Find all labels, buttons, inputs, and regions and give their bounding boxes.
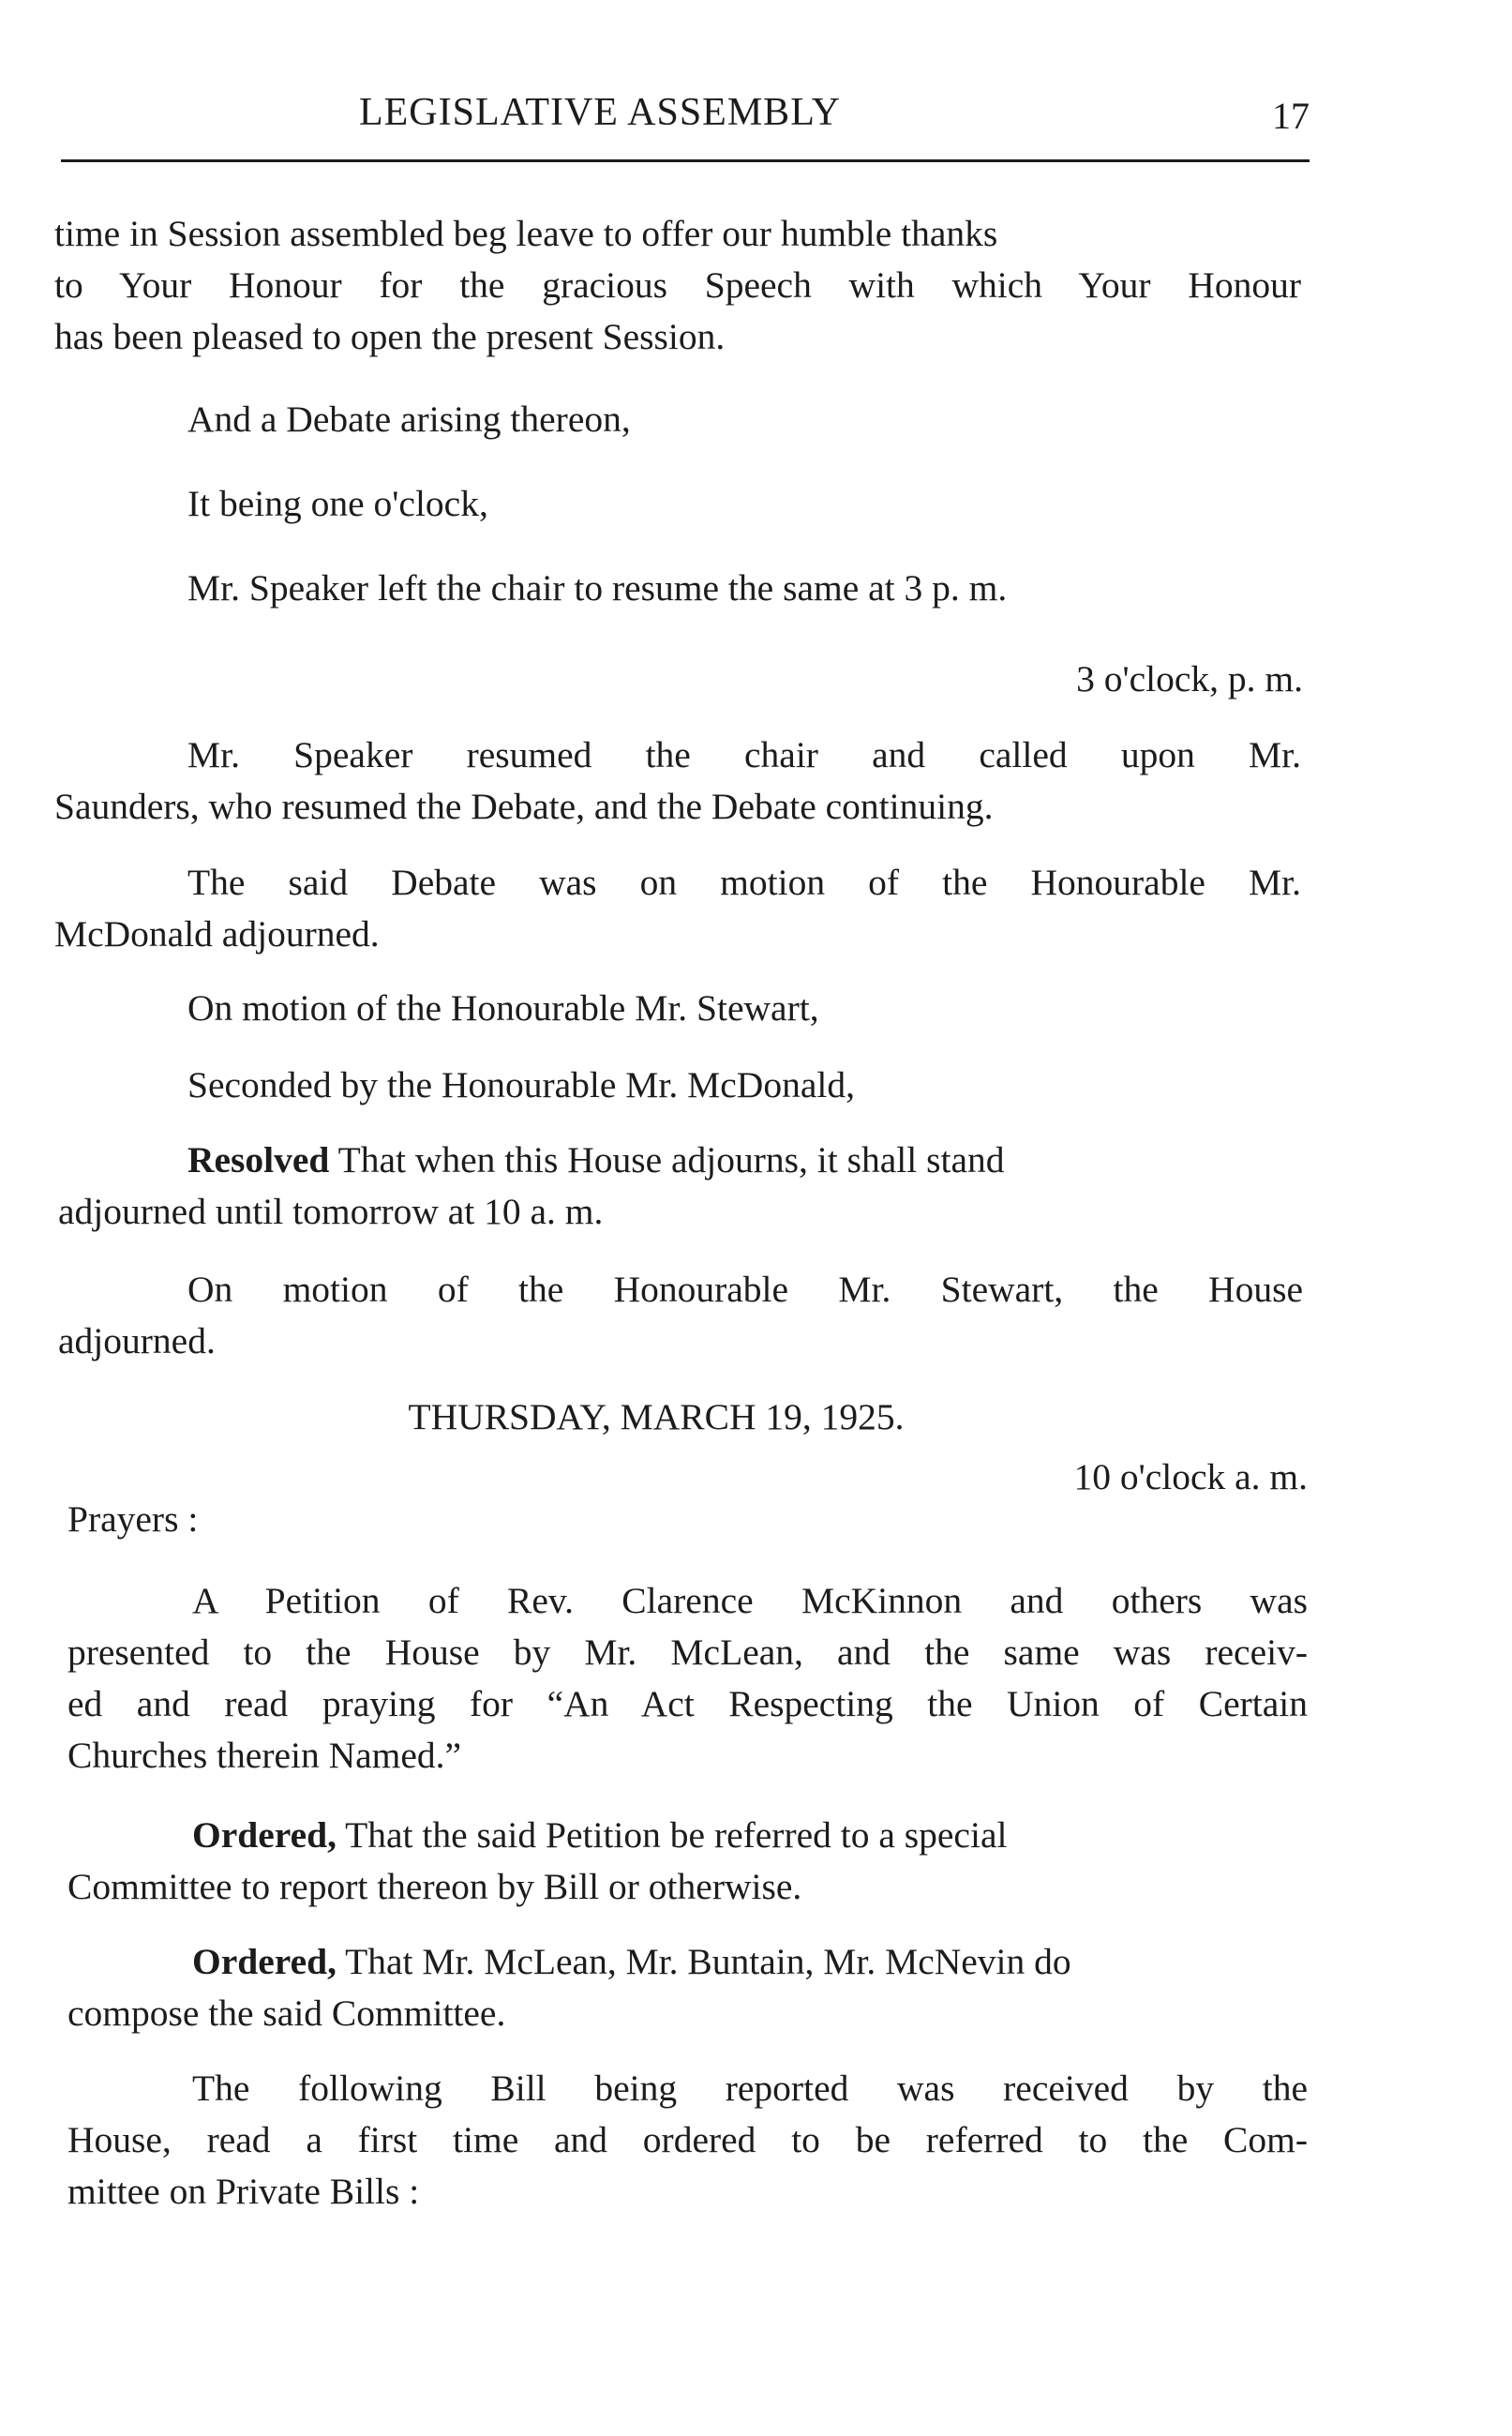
- text-line: ed and read praying for “An Act Respecting the Union of Certain: [67, 1683, 1308, 1724]
- text-line: Saunders, who resumed the Debate, and the Debate continuing.: [54, 786, 994, 827]
- time-stamp: 10 o'clock a. m.: [1073, 1456, 1308, 1497]
- resolved-label: Resolved: [187, 1139, 330, 1180]
- ordered-line: [192, 1936, 1308, 1987]
- text-line: Prayers :: [67, 1498, 199, 1540]
- text-line: It being one o'clock,: [187, 483, 488, 524]
- text-span: That the said Petition be referred to a special: [336, 1814, 1008, 1856]
- text-line: has been pleased to open the present Session.: [54, 316, 726, 357]
- text-line: compose the said Committee.: [67, 1992, 506, 2034]
- text-line: The said Debate was on motion of the Honourable Mr.: [187, 862, 1301, 903]
- text-line: Churches therein Named.”: [67, 1735, 462, 1776]
- text-line: McDonald adjourned.: [54, 913, 380, 955]
- text-line: presented to the House by Mr. McLean, and the same was receiv-: [67, 1632, 1308, 1673]
- text-line: time in Session assembled beg leave to offer our humble thanks: [54, 213, 998, 254]
- ordered-label: Ordered,: [192, 1941, 337, 1982]
- text-line: adjourned.: [58, 1320, 216, 1361]
- text-span: That when this House adjourns, it shall stand: [329, 1139, 1005, 1180]
- text-line: Mr. Speaker left the chair to resume the same at 3 p. m.: [187, 567, 1008, 609]
- text-line: mittee on Private Bills :: [67, 2171, 420, 2212]
- text-line: And a Debate arising thereon,: [187, 398, 631, 440]
- text-line: House, read a first time and ordered to be referred to the Com-: [67, 2119, 1308, 2160]
- text-span: That Mr. McLean, Mr. Buntain, Mr. McNevin do: [336, 1941, 1071, 1982]
- date-heading: THURSDAY, MARCH 19, 1925.: [408, 1396, 905, 1437]
- text-line: On motion of the Honourable Mr. Stewart, the House: [187, 1269, 1303, 1310]
- ordered-label: Ordered,: [192, 1814, 337, 1856]
- page-header: [61, 90, 1310, 148]
- text-line: Seconded by the Honourable Mr. McDonald,: [187, 1064, 855, 1105]
- resolved-line: [187, 1135, 1303, 1185]
- text-line: On motion of the Honourable Mr. Stewart,: [187, 987, 819, 1029]
- text-line: Committee to report thereon by Bill or otherwise.: [67, 1866, 802, 1907]
- page-number: 17: [1272, 95, 1310, 137]
- time-stamp: 3 o'clock, p. m.: [1076, 658, 1303, 699]
- text-line: A Petition of Rev. Clarence McKinnon and others was: [192, 1580, 1308, 1621]
- header-rule: [61, 159, 1310, 162]
- text-line: to Your Honour for the gracious Speech with which Your Honour: [54, 264, 1301, 306]
- ordered-line: [192, 1810, 1308, 1860]
- text-line: The following Bill being reported was received by the: [192, 2068, 1308, 2109]
- text-line: Mr. Speaker resumed the chair and called upon Mr.: [187, 734, 1301, 775]
- text-line: adjourned until tomorrow at 10 a. m.: [58, 1191, 604, 1232]
- running-header-title: LEGISLATIVE ASSEMBLY: [359, 91, 841, 134]
